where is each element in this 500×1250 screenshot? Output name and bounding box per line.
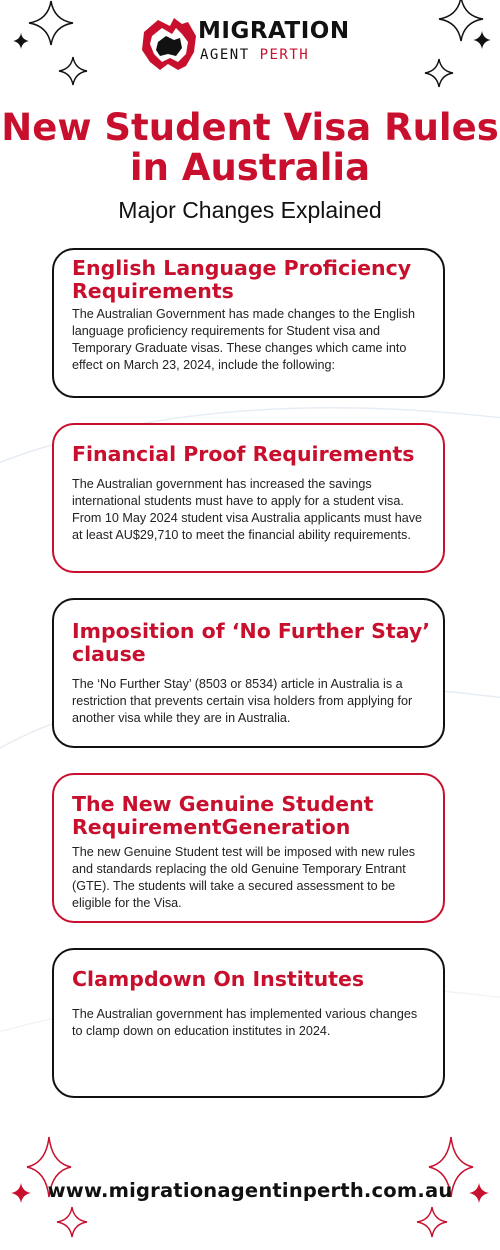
card-heading-line2: RequirementGeneration: [72, 815, 351, 839]
card-heading-line1: Imposition of ‘No Further Stay’: [72, 619, 431, 643]
sparkle-icon: [56, 1206, 88, 1238]
card-clampdown-institutes: [52, 948, 445, 1098]
card-body: The Australian Government has made changes to the English language proficiency requirements for Student visa and Temporary Graduate visas. These changes which came into effect on March 23, 2024, include the following:: [72, 307, 416, 372]
website-link[interactable]: www.migrationagentinperth.com.au: [47, 1179, 453, 1202]
card-heading-line1: Clampdown On Institutes: [72, 967, 365, 991]
card-financial-proof: [52, 423, 445, 573]
card-heading-line1: English Language Proficiency: [72, 256, 412, 280]
card-heading: [72, 257, 433, 303]
brand-logo: [138, 14, 368, 76]
sparkle-icon: [12, 32, 30, 50]
page-subtitle: Major Changes Explained: [118, 197, 382, 223]
card-heading-line2: clause: [72, 642, 146, 666]
card-heading: [72, 443, 433, 466]
sparkle-icon: [424, 58, 454, 88]
card-heading: [72, 968, 433, 991]
sparkle-icon: [416, 1206, 448, 1238]
card-body: The ‘No Further Stay’ (8503 or 8534) article in Australia is a restriction that prevents certain visa holders from applying for another visa while they are in Australia.: [72, 677, 413, 725]
brand-agent-text: AGENT: [200, 47, 260, 63]
page-title-line2: in Australia: [129, 146, 371, 189]
brand-perth-text: PERTH: [259, 47, 310, 63]
sparkle-icon: [472, 30, 492, 50]
card-heading: [72, 793, 433, 839]
card-no-further-stay: [52, 598, 445, 748]
brand-name-line1: MIGRATION: [198, 18, 350, 44]
sparkle-icon: [58, 56, 88, 86]
card-body: The Australian government has implemented various changes to clamp down on education institutes in 2024.: [72, 1007, 418, 1038]
card-body: The new Genuine Student test will be imposed with new rules and standards replacing the old Genuine Temporary Entrant (GTE). The students will take a secured assessment to be eligible for the Visa.: [72, 845, 416, 910]
card-english-language: [52, 248, 445, 398]
card-genuine-student: [52, 773, 445, 923]
card-body: The Australian government has increased the savings international students must have to apply for a student visa. From 10 May 2024 student visa Australia applicants must have at least AU$29,710 to meet the financial ability requirements.: [72, 477, 423, 542]
page-title-line1: New Student Visa Rules: [1, 106, 499, 149]
australia-map-logo-icon: [138, 14, 200, 76]
card-heading-line1: The New Genuine Student: [72, 792, 374, 816]
card-heading: [72, 620, 433, 666]
sparkle-icon: [28, 0, 74, 46]
brand-name-line2: [200, 47, 309, 63]
card-heading-line2: Requirements: [72, 279, 234, 303]
card-heading-line1: Financial Proof Requirements: [72, 442, 415, 466]
